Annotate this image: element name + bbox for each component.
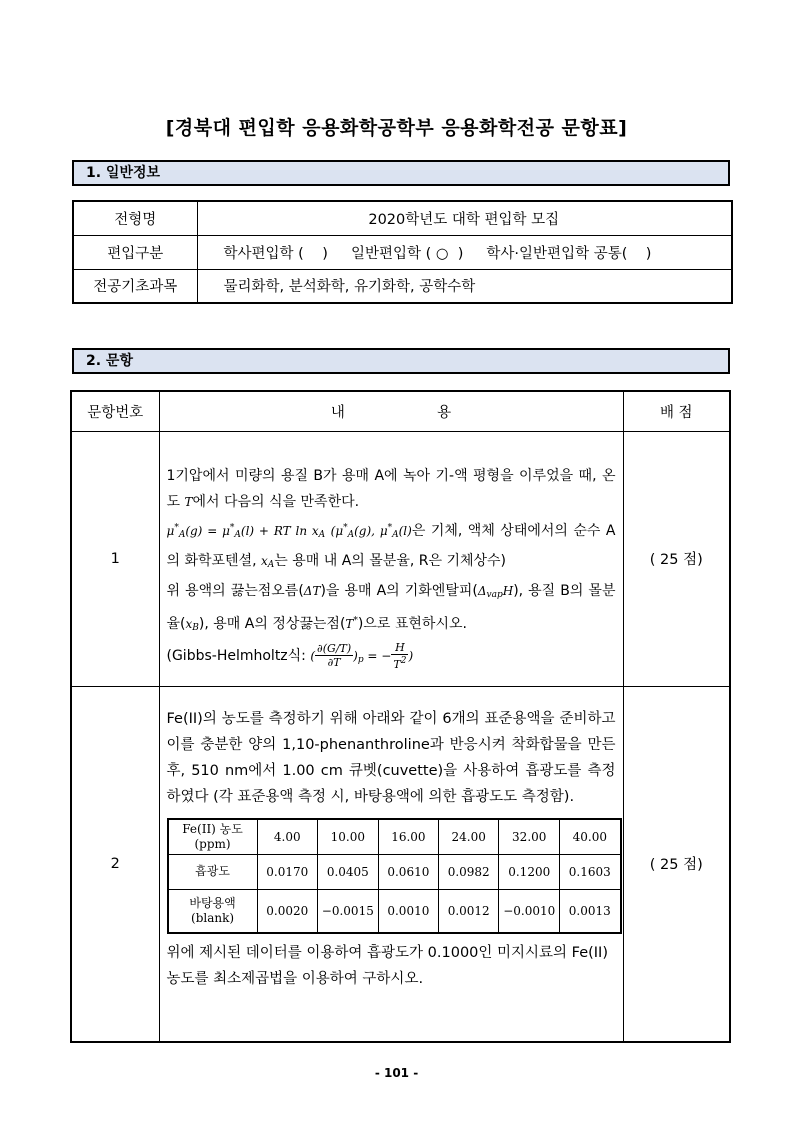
page-title: [경북대 편입학 응용화학공학부 응용화학전공 문항표] [165,117,628,139]
table-cell: 0.0010 [378,889,438,933]
table-cell: 0.0982 [439,854,499,889]
header-num: 문항번호 [71,391,159,431]
math-xA: $x_A$ [261,553,275,570]
question-content [159,686,623,1042]
info-label: 편입구분 [73,235,197,269]
standard-solution-table [167,818,622,934]
info-row [73,235,732,269]
table-cell: 40.00 [560,819,621,855]
question-number: 1 [71,431,159,686]
math-xB: $x_B$ [185,616,199,633]
q1-text: )으로 표현하시오. [357,615,467,632]
question-row [71,431,730,686]
question-number: 2 [71,686,159,1042]
q1-text: 1기압에서 미량의 용질 B가 용매 A에 녹아 기-액 평형을 이루었을 때, 온도 [166,467,616,510]
math-deltaT: ΔT [303,583,321,598]
table-row [168,819,621,855]
question-score: ( 25 점) [623,686,730,1042]
q1-text: 는 용매 내 A의 몰분율, R은 기체상수) [274,552,507,569]
info-row [73,201,732,235]
q1-text: 위 용액의 끓는점오름( [166,582,304,599]
row-label-absorbance: 흡광도 [168,854,258,889]
q1-text: 에서 다음의 식을 만족한다. [192,493,360,510]
table-cell: −0.0015 [317,889,378,933]
math-equation: $\mu^*_A(g) = \mu^*_A(l)$ + RT $\ln x_A$ [166,522,326,540]
q1-text: ), 용매 A의 정상끓는점( [198,615,346,632]
general-info-table [72,200,733,304]
header-score: 배 점 [623,391,730,431]
math-Tstar: T* [345,615,358,631]
table-cell: 0.0610 [378,854,438,889]
page-number: - 101 - [374,1066,419,1080]
table-cell: 0.0170 [257,854,317,889]
table-row [168,889,621,933]
question-content [159,431,623,686]
q1-text: 은 기체, 액체 상태에서의 순수 A의 화학포텐셜, [166,522,616,569]
table-cell: 0.0405 [317,854,378,889]
row-label-blank: 바탕용액 (blank) [168,889,258,933]
table-row [168,854,621,889]
info-value: 물리화학, 분석화학, 유기화학, 공학수학 [197,269,732,303]
question-score: ( 25 점) [623,431,730,686]
table-cell: 0.1603 [560,854,621,889]
question-row [71,686,730,1042]
q1-text: (Gibbs-Helmholtz식: [166,647,311,664]
info-label: 전공기초과목 [73,269,197,303]
math-gibbs-helmholtz: ( $\frac{\partial(G/T)}{\partial T}$ )$_p$ = − $\frac{H}{T^2}$ ) [310,640,414,671]
table-cell: 24.00 [439,819,499,855]
math-dvapH: $\Delta_{vap}H$ [477,583,514,600]
questions-table [70,390,731,1043]
table-cell: 4.00 [257,819,317,855]
q1-text: ), 용질 B의 몰분율( [166,582,616,632]
math-T: T [184,494,193,509]
math-species: ($\mu^*_A(g)$, $\mu^*_A(l)$ [330,522,412,540]
table-cell: 10.00 [317,819,378,855]
info-value: 2020학년도 대학 편입학 모집 [197,201,732,235]
table-cell: 0.0012 [439,889,499,933]
q2-intro: Fe(II)의 농도를 측정하기 위해 아래와 같이 6개의 표준용액을 준비하고 이를 충분한 양의 1,10-phenanthroline과 반응시켜 착화합물을 만든 후, 510 nm에서 1.00 cm 큐벳(cuvette)을 사용하여 흡광도를 측정하였다 (각 표준용액 측정 시, 바탕용액에 의한 흡광도도 측정함). [166,710,616,805]
row-label-concentration: Fe(II) 농도 (ppm) [168,819,258,855]
info-row [73,269,732,303]
section-questions-header: 2. 문항 [72,348,730,374]
header-content: 내 용 [159,391,623,431]
q1-text: )을 용매 A의 기화엔탈피( [320,582,478,599]
q2-outro: 위에 제시된 데이터를 이용하여 흡광도가 0.1000인 미지시료의 Fe(II) 농도를 최소제곱법을 이용하여 구하시오. [166,944,608,987]
table-cell: 0.1200 [499,854,560,889]
table-cell: −0.0010 [499,889,560,933]
table-cell: 0.0020 [257,889,317,933]
table-cell: 0.0013 [560,889,621,933]
table-cell: 16.00 [378,819,438,855]
info-label: 전형명 [73,201,197,235]
info-value: 학사편입학 ( ) 일반편입학 ( ○ ) 학사·일반편입학 공통( ) [197,235,732,269]
table-cell: 32.00 [499,819,560,855]
section-general-info-header: 1. 일반정보 [72,160,730,186]
